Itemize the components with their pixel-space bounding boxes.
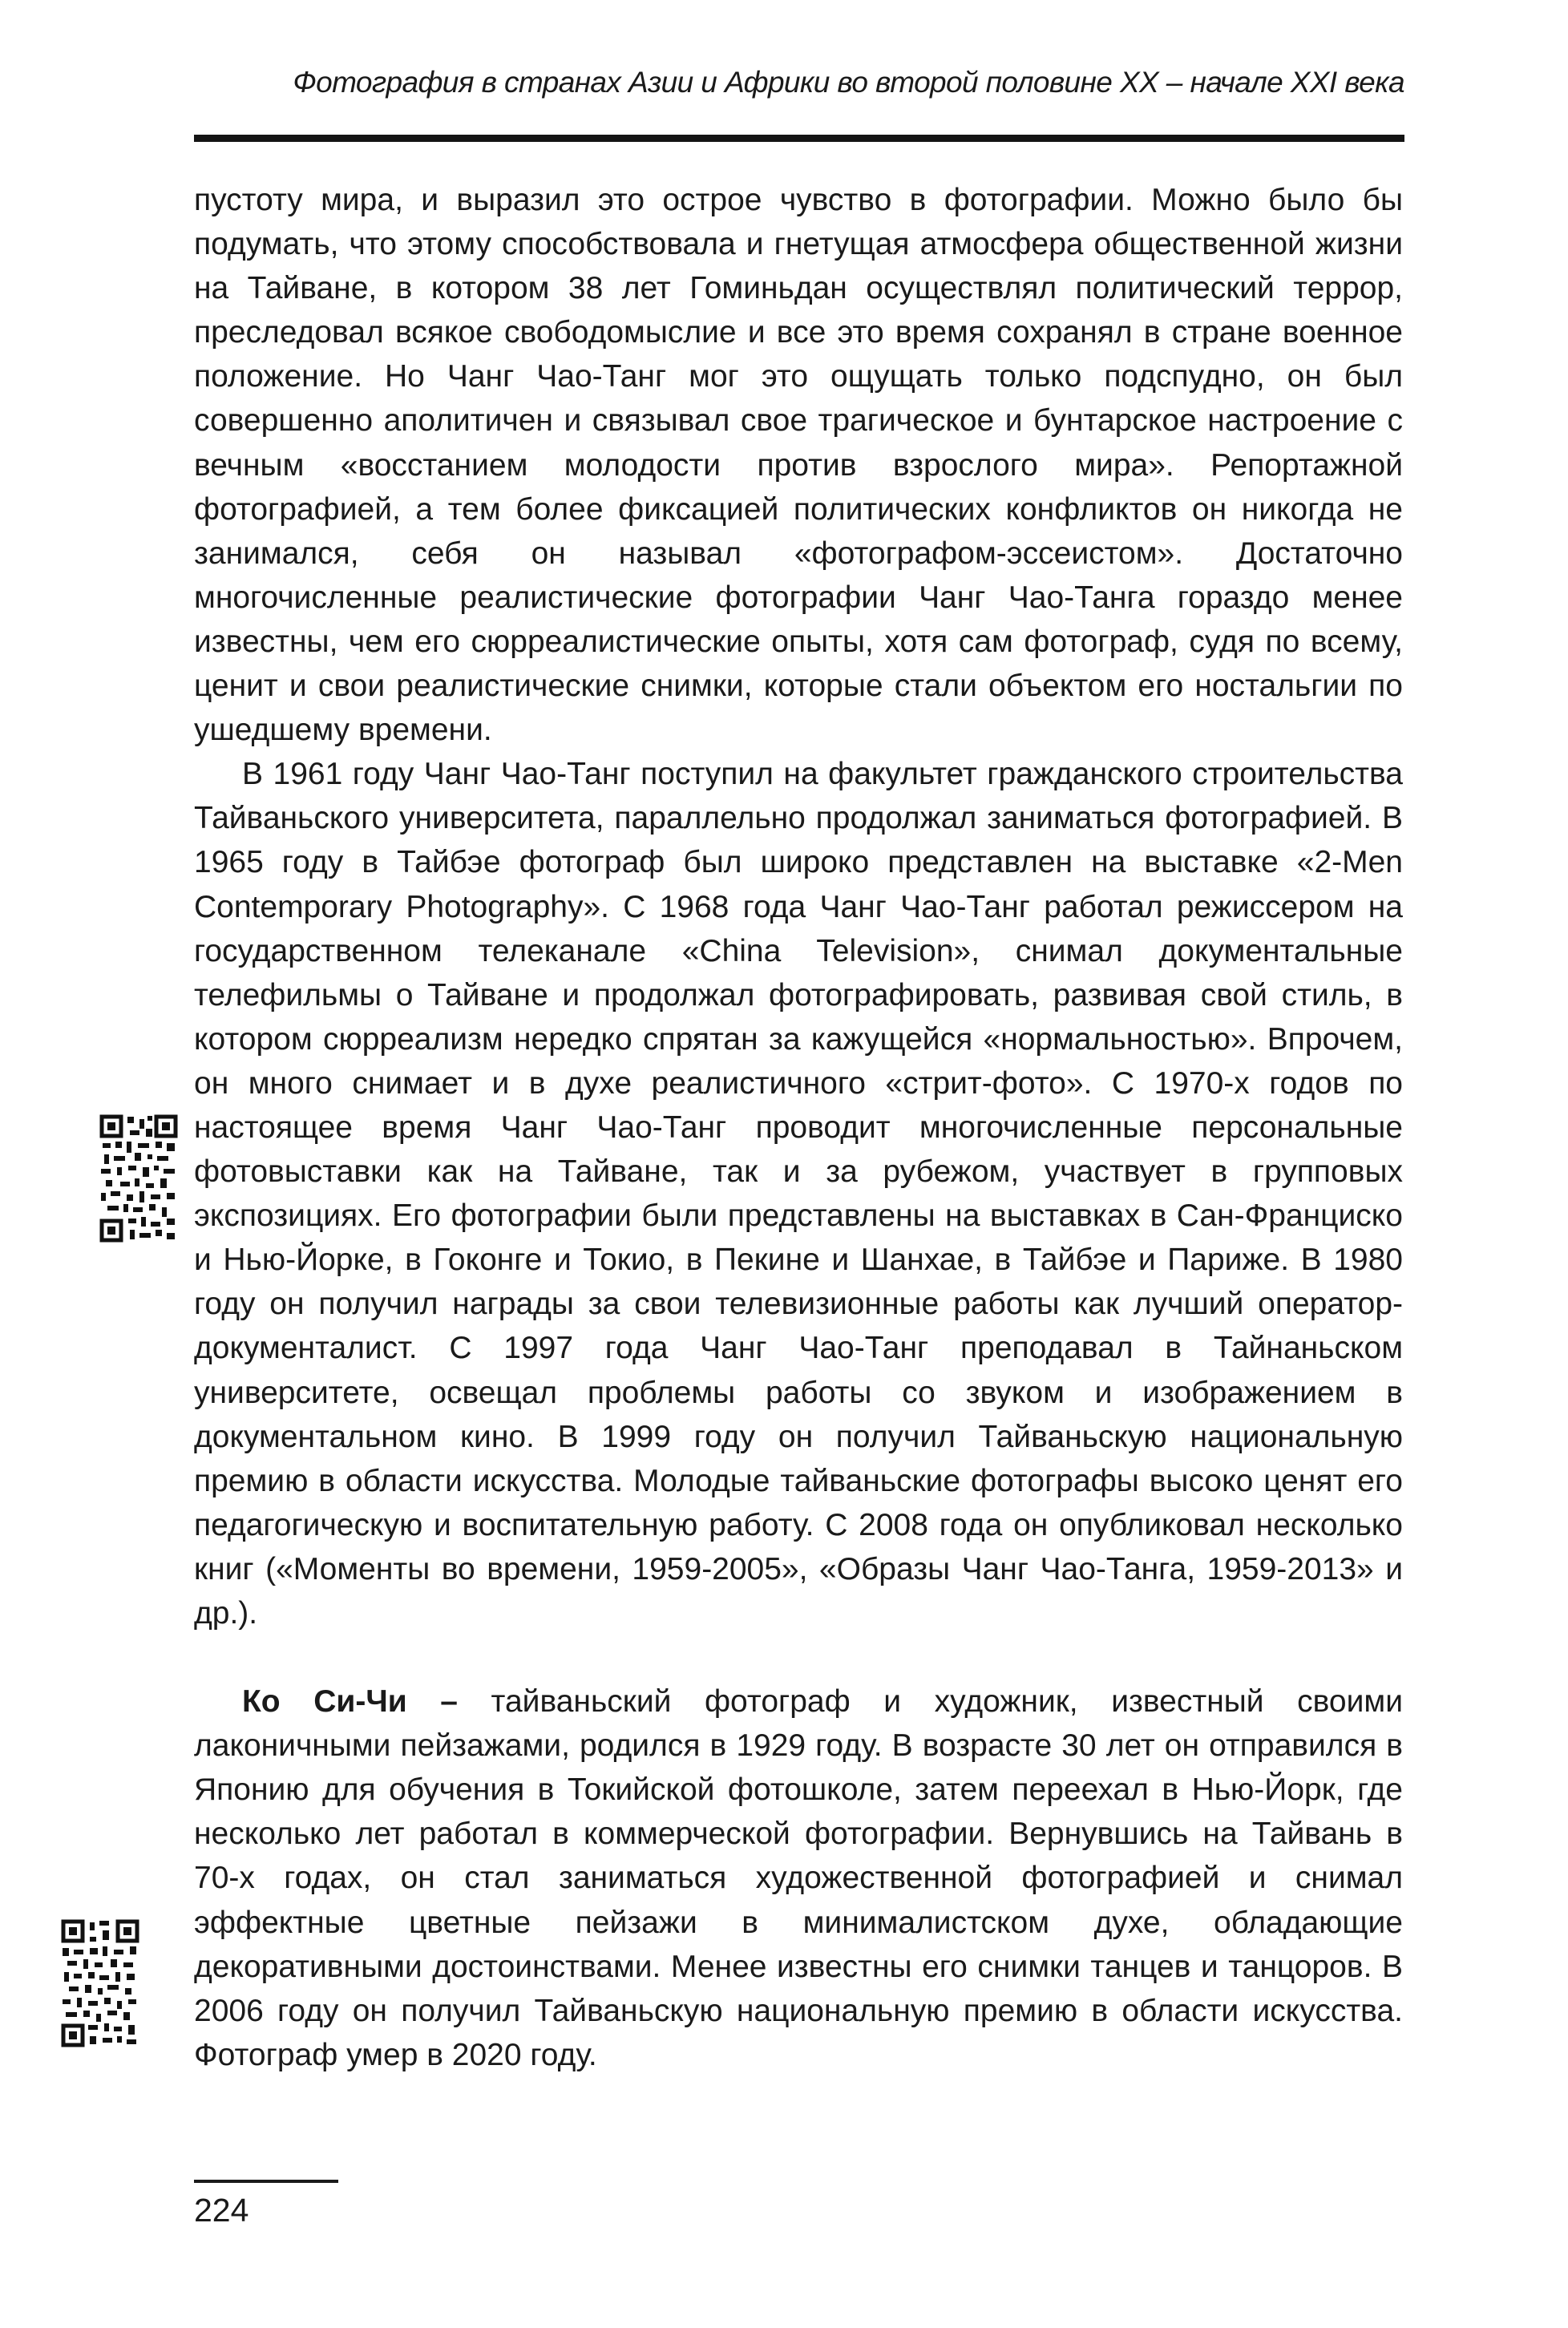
paragraph-3 (194, 1679, 1403, 2077)
qr-code-icon[interactable] (61, 1919, 139, 2047)
paragraph-2: В 1961 году Чанг Чао-Танг поступил на факультет гражданского строительства Тайваньского университета, параллельно продолжал заниматься фотографией. В 1965 году в Тайбэе фотограф был широко представлен на выставке «2-Men Contemporary Photography». С 1968 года Чанг Чао-Танг работал режиссером на государственном телеканале «China Television», снимал документальные телефильмы о Тайване и продолжал фотографировать, развивая свой стиль, в котором сюрреализм нередко спрятан за кажущейся «нормальностью». Впрочем, он много снимает и в духе реалистичного «стрит-фото». С 1970-х годов по настоящее время Чанг Чао-Танг проводит многочисленные персональные фотовыставки как на Тайване, так и за рубежом, участвует в групповых экспозициях. Его фотографии были представлены на выставках в Сан-Франциско и Нью-Йорке, в Гоконге и Токио, в Пекине и Шанхае, в Тайбэе и Париже. В 1980 году он получил награды за свои телевизионные работы как лучший оператор-документалист. С 1997 года Чанг Чао-Танг преподавал в Тайнаньском университете, освещал проблемы работы со звуком и изображением в документальном кино. В 1999 году он получил Тайваньскую национальную премию в области искусства. Молодые тайваньские фотографы высоко ценят его педагогическую и воспитательную работу. С 2008 года он опубликовал несколько книг («Моменты во времени, 1959-2005», «Образы Чанг Чао-Танга, 1959-2013» и др.). (194, 757, 1403, 1631)
person-name: Ко Си-Чи – (242, 1684, 458, 1720)
header-rule (194, 135, 1404, 142)
paragraph-1: пустоту мира, и выразил это острое чувство в фотографии. Можно было бы подумать, что этому способствовала и гнетущая атмосфера общественной жизни на Тайване, в котором 38 лет Гоминьдан осуществлял политический террор, преследовал всякое свободомыслие и все это время сохранял в стране военное положение. Но Чанг Чао-Танг мог это ощущать только подспудно, он был совершенно аполитичен и связывал свое трагическое и бунтарское настроение с вечным «восстанием молодости против взрослого мира». Репортажной фотографией, а тем более фиксацией политических конфликтов он никогда не занимался, себя он называл «фотографом-эссеистом». Достаточно многочисленные реалистические фотографии Чанг Чао-Танга гораздо менее известны, чем его сюрреалистические опыты, хотя сам фотограф, судя по всему, ценит и свои реалистические снимки, которые стали объектом его ностальгии по ушедшему времени. (194, 183, 1403, 748)
body-text (194, 178, 1403, 2077)
page-number: 224 (194, 2192, 249, 2229)
running-header: Фотография в странах Азии и Африки во второй половине XX – начале XXI века (293, 66, 1404, 99)
footer-rule (194, 2180, 338, 2183)
paragraph-3-text: тайваньский фотограф и художник, известный своими лаконичными пейзажами, родился в 1929 году. В возрасте 30 лет он отправился в Японию для обучения в Токийской фотошколе, затем переехал в Нью-Йорк, где несколько лет работал в коммерческой фотографии. Вернувшись на Тайвань в 70-х годах, он стал заниматься художественной фотографией и снимал эффектные цветные пейзажи в минималистском духе, обладающие декоративными достоинствами. Менее известны его снимки танцев и танцоров. В 2006 году он получил Тайваньскую национальную премию в области искусства. Фотограф умер в 2020 году. (194, 1684, 1403, 2072)
qr-code-icon[interactable] (99, 1114, 178, 1243)
